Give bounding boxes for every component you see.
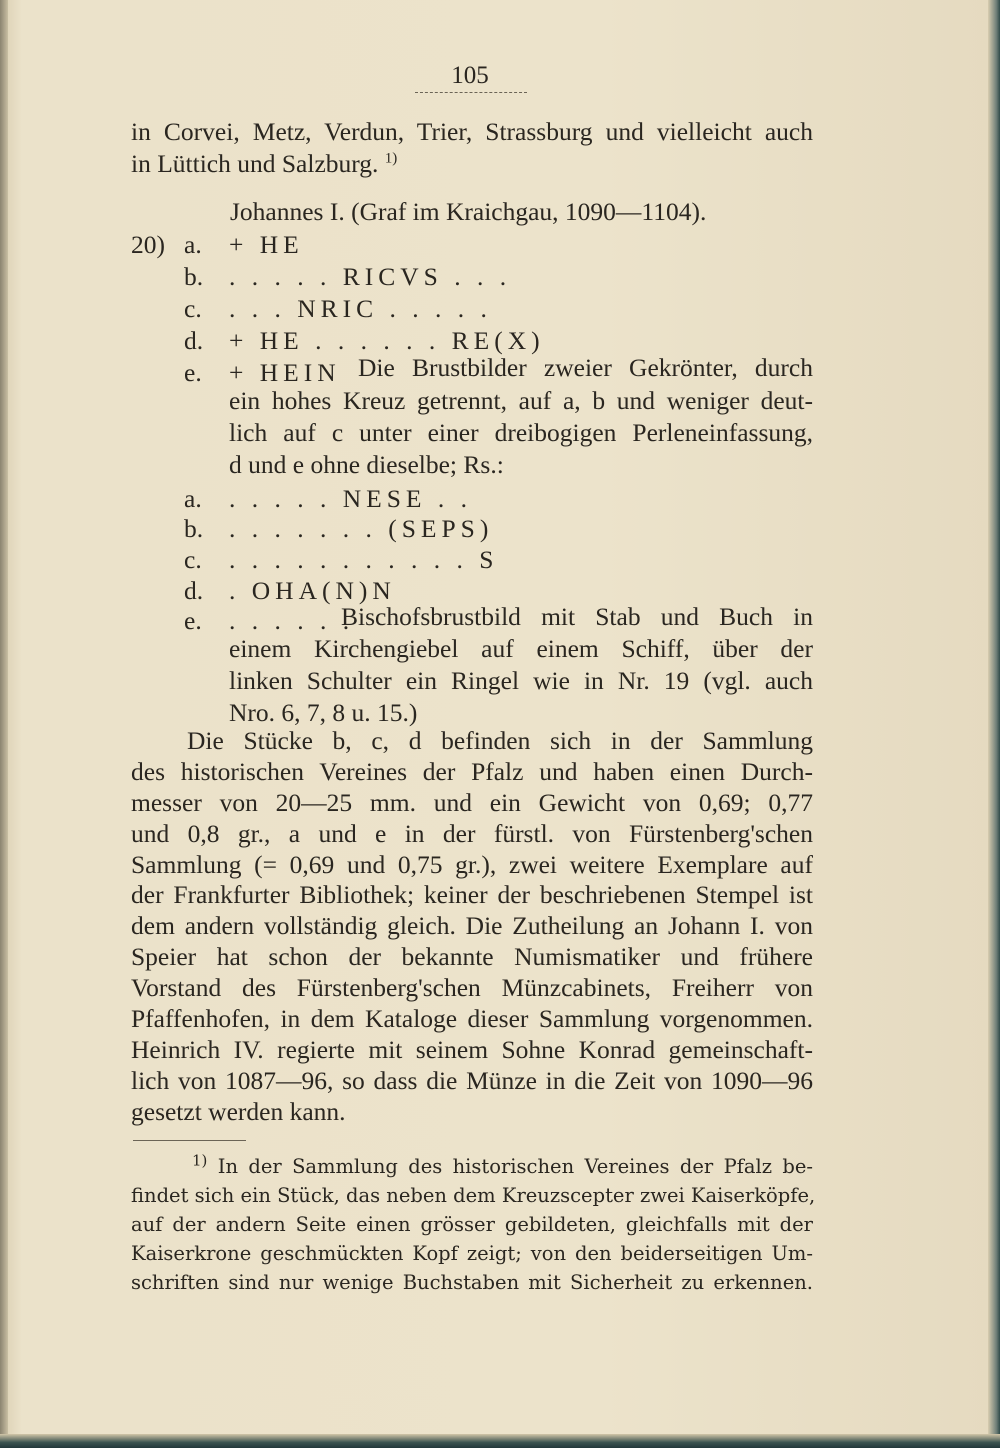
footnote-line-5: schriften sind nur wenige Buchstaben mit Sicherheit zu erkennen. xyxy=(131,1271,813,1294)
section-heading: Johannes I. (Graf im Kraichgau, 1090—1104). xyxy=(230,197,707,226)
intro-line-1: in Corvei, Metz, Verdun, Trier, Strassburg und vielleicht auch xyxy=(131,117,813,146)
reverse-letter-a: a. xyxy=(184,484,202,513)
paragraph-line-4: und 0,8 gr., a und e in der fürstl. von Fürstenberg'schen xyxy=(131,819,813,848)
footnote-marker: 1) xyxy=(192,1151,208,1170)
paragraph-line-3: messer von 20—25 mm. und ein Gewicht von 0,69; 0,77 xyxy=(131,788,813,817)
obverse-legend-a: + HE xyxy=(229,230,304,259)
reverse-description-1: Bischofsbrustbild mit Stab und Buch in xyxy=(341,602,813,631)
paragraph-line-5: Sammlung (= 0,69 und 0,75 gr.), zwei weitere Exemplare auf xyxy=(131,850,813,879)
paragraph-line-8: Speier hat schon der bekannte Numismatiker und frühere xyxy=(131,942,813,971)
footnote-line-2: findet sich ein Stück, das neben dem Kreuzscepter zwei Kaiserköpfe, xyxy=(131,1184,816,1207)
page-left-edge xyxy=(0,0,8,1448)
footnote-line-1: $^{1)}$ In der Sammlung des historischen Vereines der Pfalz be- xyxy=(192,1151,814,1178)
paragraph-line-6: der Frankfurter Bibliothek; keiner der beschriebenen Stempel ist xyxy=(131,880,813,909)
reverse-legend-d: . OHA(N)N xyxy=(229,576,396,605)
paragraph-line-13: gesetzt werden kann. xyxy=(131,1097,346,1126)
obverse-letter-d: d. xyxy=(184,326,204,355)
reverse-legend-e: . . . . . . xyxy=(229,606,355,635)
obverse-letter-c: c. xyxy=(184,294,202,323)
reverse-description-2: einem Kirchengiebel auf einem Schiff, über der xyxy=(229,634,813,663)
reverse-letter-e: e. xyxy=(184,606,202,635)
obverse-letter-b: b. xyxy=(184,262,204,291)
obverse-legend-e: + HEIN xyxy=(229,358,341,387)
reverse-description-4: Nro. 6, 7, 8 u. 15.) xyxy=(229,698,418,727)
intro-line-2: in Lüttich und Salzburg. $^{1)}$ xyxy=(131,149,398,178)
obverse-letter-a: a. xyxy=(184,230,202,259)
footnote-line-4: Kaiserkrone geschmückten Kopf zeigt; von den beiderseitigen Um- xyxy=(131,1242,813,1265)
obverse-legend-b: . . . . . RICVS . . . xyxy=(229,262,512,291)
obverse-description-1: Die Brustbilder zweier Gekrönter, durch xyxy=(358,353,813,382)
page-bottom-edge xyxy=(0,1434,1000,1448)
reverse-letter-d: d. xyxy=(184,576,204,605)
paragraph-line-9: Vorstand des Fürstenberg'schen Münzcabinets, Freiherr von xyxy=(131,973,813,1002)
page-number: 105 xyxy=(451,62,489,89)
reverse-legend-c: . . . . . . . . . . . S xyxy=(229,545,499,574)
paragraph-line-1: Die Stücke b, c, d befinden sich in der Sammlung xyxy=(187,726,813,755)
footnote-reference: 1) xyxy=(384,150,398,167)
footnote-divider xyxy=(133,1140,246,1141)
obverse-legend-d: + HE . . . . . . RE(X) xyxy=(229,326,545,355)
reverse-legend-b: . . . . . . . (SEPS) xyxy=(229,514,494,543)
paragraph-line-12: lich von 1087—96, so dass die Münze in die Zeit von 1090—96 xyxy=(131,1066,813,1095)
paragraph-line-10: Pfaffenhofen, in dem Kataloge dieser Sammlung vorgenommen. xyxy=(131,1004,813,1033)
obverse-description-3: lich auf c unter einer dreibogigen Perleneinfassung, xyxy=(229,418,813,447)
page-number-rule xyxy=(415,92,527,95)
obverse-description-4: d und e ohne dieselbe; Rs.: xyxy=(229,450,504,479)
paragraph-line-2: des historischen Vereines der Pfalz und haben einen Durch- xyxy=(131,757,813,786)
reverse-letter-b: b. xyxy=(184,514,204,543)
paragraph-line-11: Heinrich IV. regierte mit seinem Sohne Konrad gemeinschaft- xyxy=(131,1035,813,1064)
reverse-legend-a: . . . . . NESE . . xyxy=(229,484,472,513)
reverse-description-3: linken Schulter ein Ringel wie in Nr. 19 (vgl. auch xyxy=(229,666,813,695)
reverse-letter-c: c. xyxy=(184,545,202,574)
page-right-edge xyxy=(988,0,1000,1448)
paragraph-line-7: dem andern vollständig gleich. Die Zutheilung an Johann I. von xyxy=(131,911,813,940)
obverse-description-2: ein hohes Kreuz getrennt, auf a, b und weniger deut- xyxy=(229,386,813,415)
footnote-line-3: auf der andern Seite einen grösser gebildeten, gleichfalls mit der xyxy=(131,1213,813,1236)
obverse-legend-c: . . . NRIC . . . . . xyxy=(229,294,492,323)
entry-number: 20) xyxy=(131,230,165,259)
obverse-letter-e: e. xyxy=(184,358,202,387)
